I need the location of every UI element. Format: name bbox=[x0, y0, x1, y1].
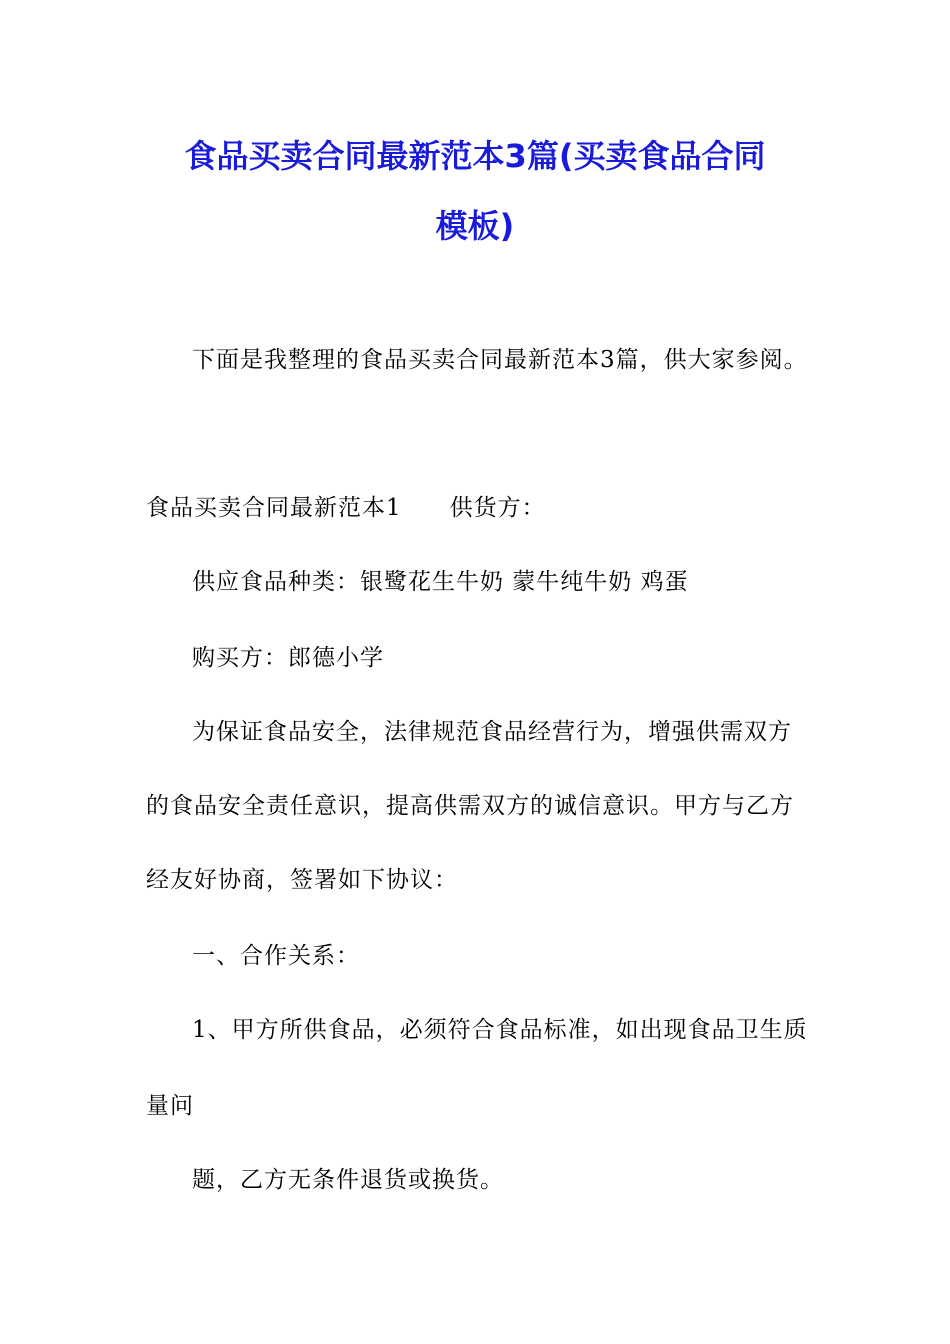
clause-1-line-3: 题，乙方无条件退货或换货。 bbox=[192, 1167, 504, 1193]
section-heading-row bbox=[146, 492, 546, 524]
paragraph-1-line-1: 为保证食品安全，法律规范食品经营行为，增强供需双方 bbox=[192, 719, 792, 745]
clause-heading: 一、合作关系： bbox=[192, 943, 360, 969]
food-types-line: 供应食品种类：银鹭花生牛奶 蒙牛纯牛奶 鸡蛋 bbox=[192, 569, 689, 595]
supplier-label: 供货方： bbox=[449, 495, 546, 521]
paragraph-1-line-2: 的食品安全责任意识，提高供需双方的诚信意识。甲方与乙方 bbox=[146, 793, 794, 819]
clause-1-line-2: 量问 bbox=[146, 1093, 194, 1119]
buyer-line: 购买方：郎德小学 bbox=[192, 645, 384, 671]
clause-1-line-1: 1、甲方所供食品，必须符合食品标准，如出现食品卫生质 bbox=[192, 1017, 808, 1043]
intro-paragraph: 下面是我整理的食品买卖合同最新范本3篇，供大家参阅。 bbox=[192, 347, 808, 373]
document-title-line-1: 食品买卖合同最新范本3篇(买卖食品合同 bbox=[184, 137, 766, 175]
section-heading: 食品买卖合同最新范本1 bbox=[146, 495, 402, 521]
paragraph-1-line-3: 经友好协商，签署如下协议： bbox=[146, 867, 458, 893]
document-title-line-2: 模板) bbox=[435, 207, 515, 245]
